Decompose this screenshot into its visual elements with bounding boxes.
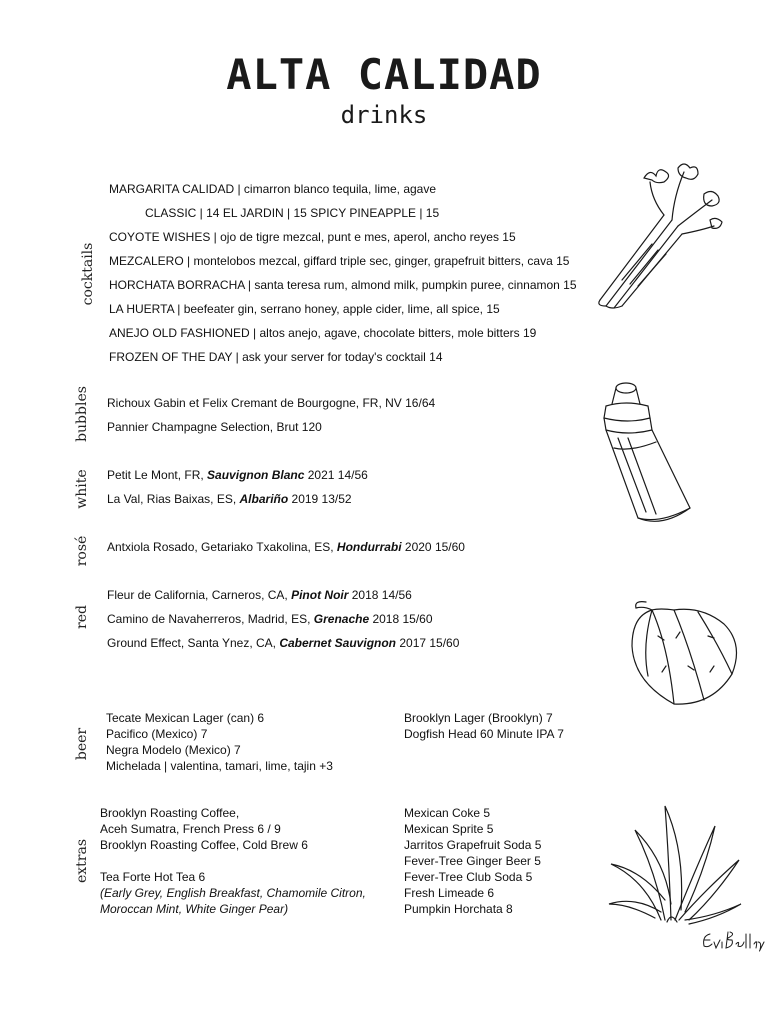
menu-item: CLASSIC | 14 EL JARDIN | 15 SPICY PINEAPPLE | 15 <box>145 206 440 220</box>
menu-item: Mexican Coke 5 <box>404 806 491 820</box>
menu-item <box>107 612 433 626</box>
celery-illustration <box>592 160 727 310</box>
menu-item: Brooklyn Roasting Coffee, Cold Brew 6 <box>100 838 308 852</box>
menu-item <box>107 468 368 482</box>
menu-item: HORCHATA BORRACHA | santa teresa rum, almond milk, pumpkin puree, cinnamon 15 <box>109 278 577 292</box>
cocktail-shaker-illustration <box>598 378 698 528</box>
wine-price: 2017 15/60 <box>396 636 460 650</box>
menu-subtitle: drinks <box>340 101 428 129</box>
menu-item: Brooklyn Lager (Brooklyn) 7 <box>404 711 553 725</box>
menu-item: Aceh Sumatra, French Press 6 / 9 <box>100 822 281 836</box>
menu-item: Pacifico (Mexico) 7 <box>106 727 208 741</box>
wine-producer: Petit Le Mont, FR, <box>107 468 208 482</box>
menu-item: Jarritos Grapefruit Soda 5 <box>404 838 542 852</box>
menu-item: FROZEN OF THE DAY | ask your server for today's cocktail 14 <box>109 350 443 364</box>
wine-price: 2020 15/60 <box>401 540 465 554</box>
wine-varietal: Pinot Noir <box>291 588 349 602</box>
section-label-extras: extras <box>74 838 90 884</box>
menu-item <box>107 588 412 602</box>
menu-item: Dogfish Head 60 Minute IPA 7 <box>404 727 564 741</box>
menu-item <box>107 636 459 650</box>
section-label-white: white <box>74 469 90 509</box>
menu-item: Brooklyn Roasting Coffee, <box>100 806 240 820</box>
menu-item: MEZCALERO | montelobos mezcal, giffard triple sec, ginger, grapefruit bitters, cava 15 <box>109 254 570 268</box>
wine-price: 2018 14/56 <box>348 588 412 602</box>
section-label-red: red <box>74 605 90 629</box>
menu-item: MARGARITA CALIDAD | cimarron blanco tequila, lime, agave <box>109 182 437 196</box>
menu-item: Negra Modelo (Mexico) 7 <box>106 743 241 757</box>
menu-item: Fever-Tree Club Soda 5 <box>404 870 533 884</box>
menu-item-note: Moroccan Mint, White Ginger Pear) <box>100 902 289 916</box>
menu-item <box>107 540 465 554</box>
menu-item: Tecate Mexican Lager (can) 6 <box>106 711 265 725</box>
menu-item: Fresh Limeade 6 <box>404 886 495 900</box>
menu-item: ANEJO OLD FASHIONED | altos anejo, agave, chocolate bitters, mole bitters 19 <box>109 326 537 340</box>
wine-varietal: Sauvignon Blanc <box>207 468 305 482</box>
section-label-rose: rosé <box>74 535 90 567</box>
wine-varietal: Hondurrabi <box>336 540 402 554</box>
agave-illustration <box>605 800 745 925</box>
menu-item: COYOTE WISHES | ojo de tigre mezcal, punt e mes, aperol, ancho reyes 15 <box>109 230 516 244</box>
menu-title: ALTA CALIDAD <box>226 50 542 99</box>
wine-producer: Ground Effect, Santa Ynez, CA, <box>107 636 280 650</box>
wine-producer: Fleur de California, Carneros, CA, <box>107 588 292 602</box>
wine-price: 2021 14/56 <box>304 468 368 482</box>
menu-item: Richoux Gabin et Felix Cremant de Bourgogne, FR, NV 16/64 <box>107 396 436 410</box>
wine-price: 2019 13/52 <box>288 492 352 506</box>
menu-item <box>107 492 352 506</box>
wine-varietal: Cabernet Sauvignon <box>279 636 397 650</box>
section-label-beer: beer <box>74 727 90 761</box>
menu-item: Pumpkin Horchata 8 <box>404 902 513 916</box>
wine-producer: Camino de Navaherreros, Madrid, ES, <box>107 612 314 626</box>
physalis-illustration <box>628 596 748 711</box>
wine-producer: La Val, Rias Baixas, ES, <box>107 492 240 506</box>
menu-item-note: (Early Grey, English Breakfast, Chamomile Citron, <box>100 886 366 900</box>
wine-varietal: Grenache <box>313 612 370 626</box>
wine-price: 2018 15/60 <box>369 612 433 626</box>
menu-item: Michelada | valentina, tamari, lime, tajin +3 <box>106 759 333 773</box>
wine-varietal: Albariño <box>239 492 289 506</box>
menu-item: Tea Forte Hot Tea 6 <box>100 870 206 884</box>
menu-item: Mexican Sprite 5 <box>404 822 494 836</box>
artist-signature <box>700 928 766 954</box>
section-label-cocktails: cocktails <box>80 242 96 306</box>
section-label-bubbles: bubbles <box>74 386 90 442</box>
wine-producer: Antxiola Rosado, Getariako Txakolina, ES, <box>107 540 337 554</box>
menu-item: Pannier Champagne Selection, Brut 120 <box>107 420 322 434</box>
menu-item: Fever-Tree Ginger Beer 5 <box>404 854 541 868</box>
menu-item: LA HUERTA | beefeater gin, serrano honey, apple cider, lime, all spice, 15 <box>109 302 500 316</box>
